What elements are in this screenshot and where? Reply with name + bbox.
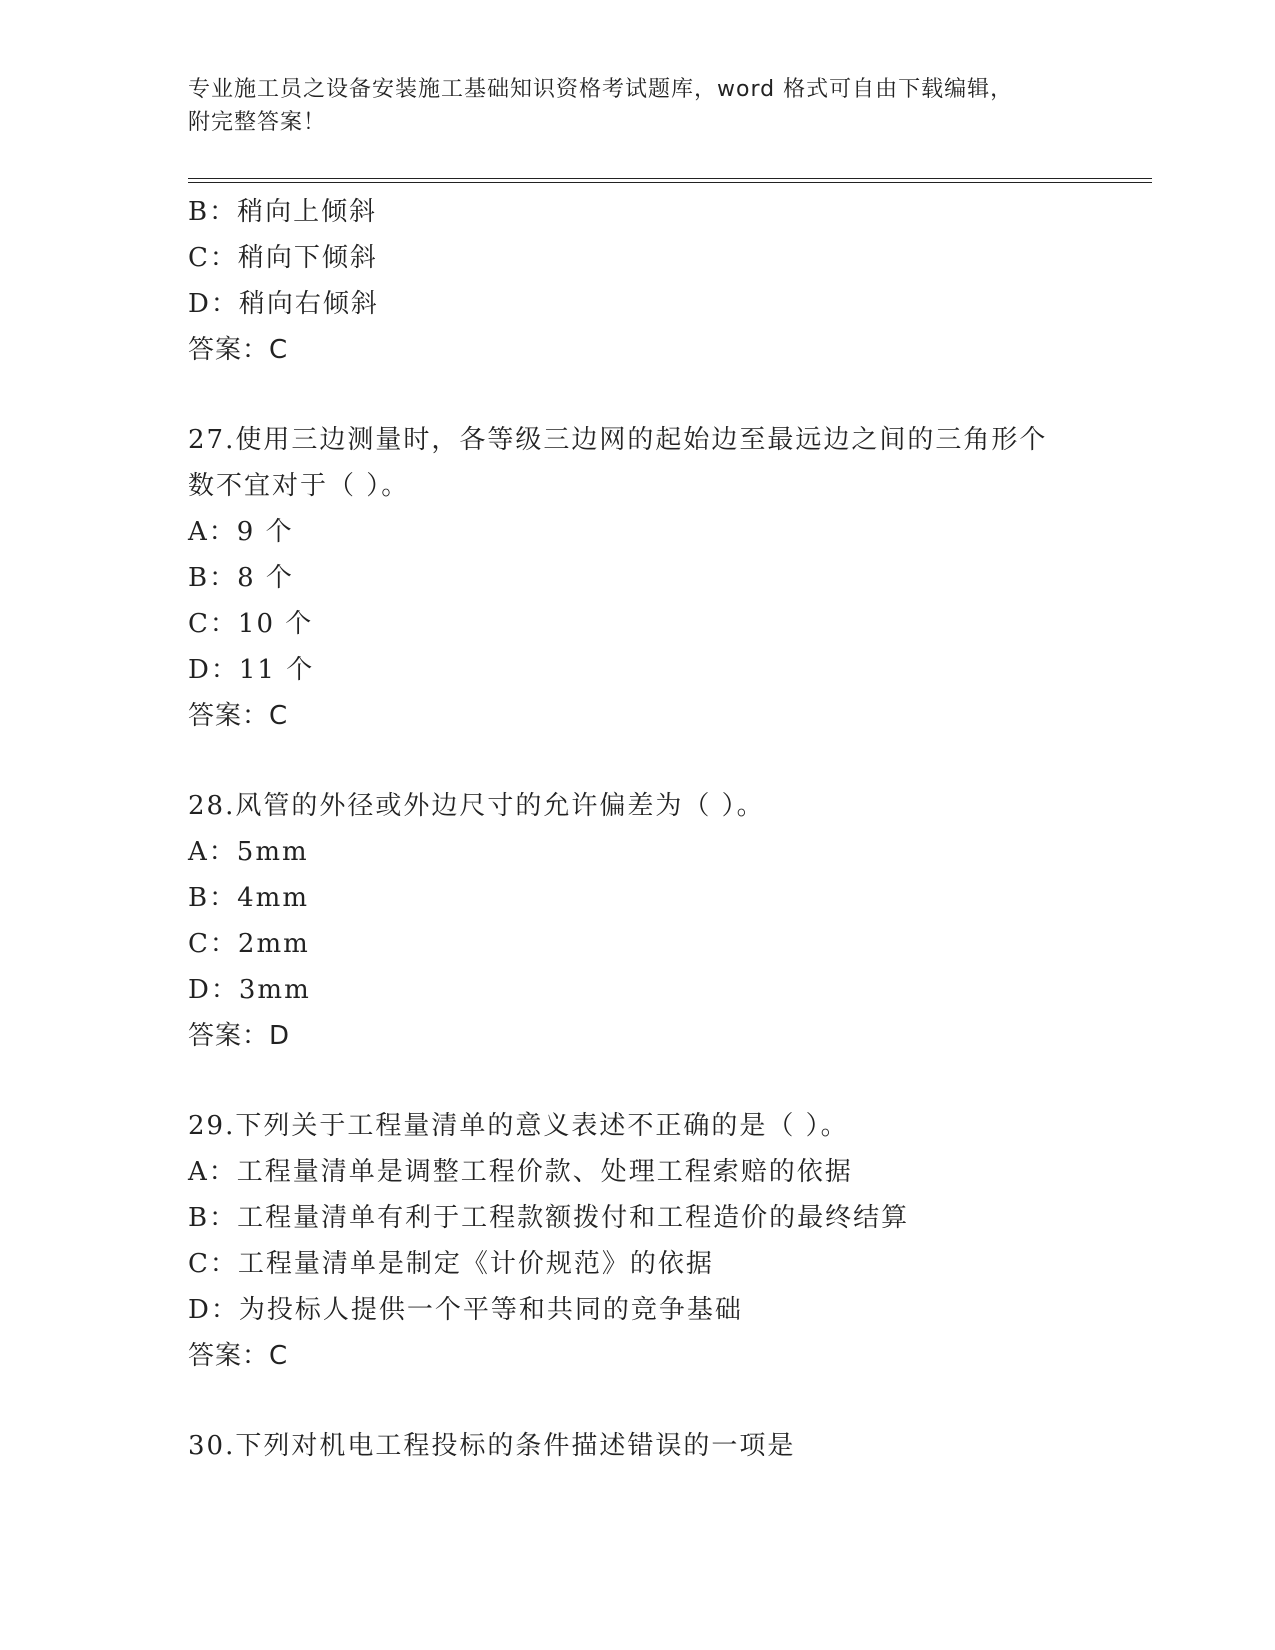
option-a: A：9 个 [188,517,294,547]
option-text: 9 个 [236,517,294,547]
option-text: 5mm [236,837,309,867]
option-text: 3mm [238,975,311,1005]
option-text: 稍向下倾斜 [237,243,378,273]
option-d: D：11 个 [188,655,315,685]
option-text: 4mm [237,883,309,913]
question-28 [188,783,1152,1059]
header-line-1: 专业施工员之设备安装施工基础知识资格考试题库，word 格式可自由下载编辑， [188,77,1014,102]
option-text: 稍向上倾斜 [237,197,378,227]
option-b: B：8 个 [188,563,294,593]
question-stem-continued: 数不宜对于（ ）。 [188,471,410,501]
option-a: A：工程量清单是调整工程价款、处理工程索赔的依据 [188,1157,853,1187]
header-line-2: 附完整答案！ [188,110,327,135]
question-26-continued [188,189,1152,373]
answer-line: 答案：C [188,1341,289,1371]
answer-line: 答案：C [188,701,289,731]
question-30 [188,1423,1152,1469]
spacer [188,1379,1152,1423]
option-c: C：10 个 [188,609,314,639]
answer-line: 答案：C [188,335,289,365]
option-text: 2mm [237,929,310,959]
spacer [188,739,1152,783]
option-d: D：为投标人提供一个平等和共同的竞争基础 [188,1295,743,1325]
option-b: B：4mm [188,883,309,913]
option-text: 11 个 [238,655,315,685]
question-stem: 30.下列对机电工程投标的条件描述错误的一项是 [188,1431,796,1461]
option-text: 工程量清单是调整工程价款、处理工程索赔的依据 [236,1157,853,1187]
spacer [188,373,1152,417]
option-text: 工程量清单有利于工程款额拨付和工程造价的最终结算 [237,1203,910,1233]
option-c: C：工程量清单是制定《计价规范》的依据 [188,1249,714,1279]
spacer [188,1059,1152,1103]
option-c: C：稍向下倾斜 [188,243,378,273]
question-stem: 28.风管的外径或外边尺寸的允许偏差为（ ）。 [188,791,765,821]
question-27 [188,417,1152,739]
option-c: C：2mm [188,929,310,959]
question-29 [188,1103,1152,1379]
option-text: 稍向右倾斜 [238,289,379,319]
question-stem: 29.下列关于工程量清单的意义表述不正确的是（ ）。 [188,1111,849,1141]
document-header [188,73,1088,139]
header-rule-bottom [188,182,1152,183]
question-stem: 27.使用三边测量时，各等级三边网的起始边至最远边之间的三角形个 [188,425,1048,455]
option-text: 10 个 [237,609,314,639]
option-d: D：3mm [188,975,311,1005]
option-text: 为投标人提供一个平等和共同的竞争基础 [238,1295,743,1325]
option-text: 工程量清单是制定《计价规范》的依据 [237,1249,714,1279]
option-a: A：5mm [188,837,309,867]
option-text: 8 个 [237,563,294,593]
question-list [188,189,1152,1469]
header-rule-top [188,178,1152,179]
option-b: B：稍向上倾斜 [188,197,378,227]
answer-line: 答案：D [188,1021,291,1051]
option-d: D：稍向右倾斜 [188,289,379,319]
option-b: B：工程量清单有利于工程款额拨付和工程造价的最终结算 [188,1203,910,1233]
